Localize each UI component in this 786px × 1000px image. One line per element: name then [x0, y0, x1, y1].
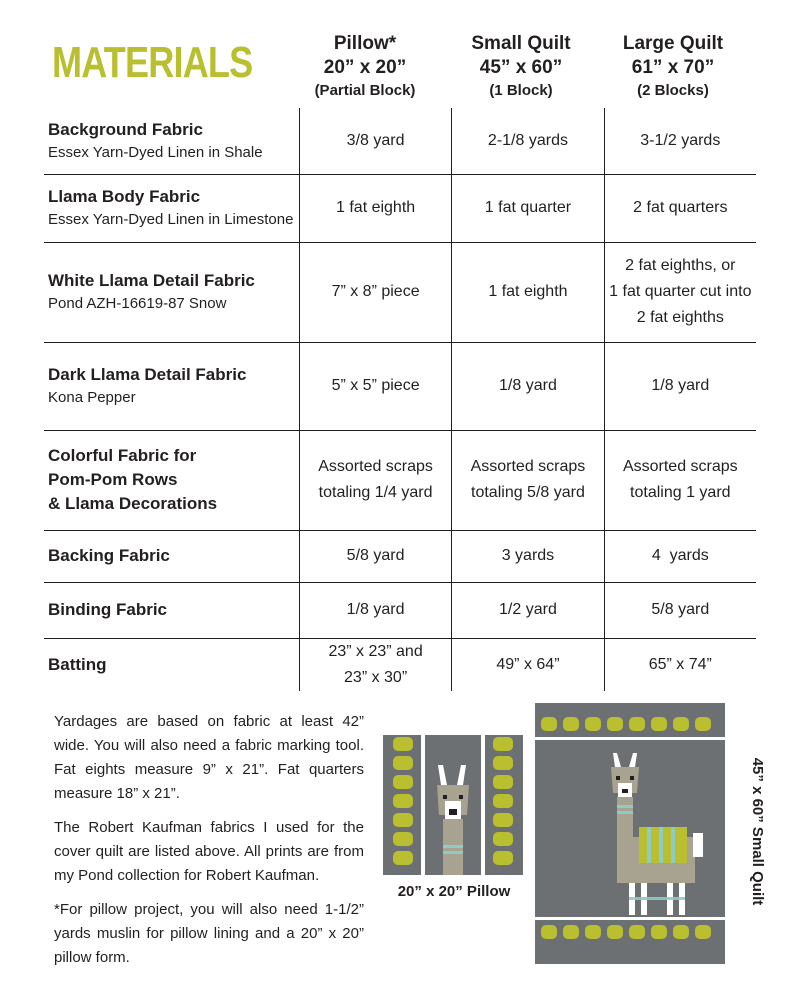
small-quilt-image [535, 703, 725, 964]
pillow-amount: 23” x 23” and 23” x 30” [299, 638, 451, 691]
column-name: Large Quilt [622, 33, 724, 54]
fabric-cell [44, 430, 299, 530]
column-header-small-quilt [446, 32, 596, 102]
column-blocks: (1 Block) [489, 82, 553, 99]
table-row [44, 242, 756, 342]
column-header-large-quilt [598, 32, 748, 102]
table-row [44, 638, 756, 691]
pillow-caption: 20” x 20” Pillow [397, 883, 511, 900]
table-row [44, 530, 756, 582]
fabric-cell [44, 242, 299, 342]
fabric-name: Dark Llama Detail Fabric [48, 365, 247, 384]
small-quilt-amount: 2-1/8 yards [452, 108, 604, 174]
column-size: 61” x 70” [631, 57, 715, 78]
small-quilt-amount: 1/2 yard [452, 582, 604, 638]
pillow-amount: 3/8 yard [299, 108, 451, 174]
fabric-description: Essex Yarn-Dyed Linen in Limestone [48, 211, 294, 228]
table-row [44, 108, 756, 174]
note-paragraph: The Robert Kaufman fabrics I used for the cover quilt are listed above. All prints are from my Pond collection for Robert Kaufman. [54, 819, 364, 884]
table-row [44, 430, 756, 530]
materials-table [44, 108, 756, 691]
table-row [44, 342, 756, 430]
small-quilt-caption: 45” x 60” Small Quilt [749, 757, 766, 906]
fabric-cell [44, 108, 299, 174]
small-quilt-llama-illustration [535, 703, 725, 964]
fabric-description: Kona Pepper [48, 389, 136, 406]
small-quilt-caption-container [740, 705, 764, 960]
fabric-name: Batting [48, 654, 107, 674]
small-quilt-amount: 49” x 64” [452, 638, 604, 691]
small-quilt-amount: 3 yards [452, 530, 604, 582]
small-quilt-amount: 1 fat quarter [452, 174, 604, 242]
pillow-image [383, 735, 523, 875]
fabric-description: Essex Yarn-Dyed Linen in Shale [48, 143, 263, 161]
fabric-name: White Llama Detail Fabric [48, 271, 255, 290]
large-quilt-amount: 3-1/2 yards [604, 108, 756, 174]
column-name: Pillow* [333, 33, 397, 54]
pillow-amount: Assorted scraps totaling 1/4 yard [299, 430, 451, 530]
small-quilt-amount: Assorted scraps totaling 5/8 yard [452, 430, 604, 530]
notes [54, 710, 364, 980]
table-row [44, 174, 756, 242]
fabric-name: Binding Fabric [48, 600, 167, 619]
large-quilt-amount: 2 fat quarters [604, 174, 756, 242]
column-size: 45” x 60” [479, 57, 563, 78]
fabric-name: Background Fabric [48, 119, 203, 139]
pillow-llama-illustration [383, 735, 523, 875]
pillow-amount: 1 fat eighth [299, 174, 451, 242]
large-quilt-amount: 4 yards [604, 530, 756, 582]
column-size: 20” x 20” [323, 57, 407, 78]
fabric-cell [44, 342, 299, 430]
column-name: Small Quilt [471, 33, 571, 54]
large-quilt-amount: 5/8 yard [604, 582, 756, 638]
pillow-amount: 7” x 8” piece [299, 242, 451, 342]
large-quilt-amount: Assorted scraps totaling 1 yard [604, 430, 756, 530]
column-blocks: (Partial Block) [314, 82, 416, 99]
fabric-cell [44, 174, 299, 242]
fabric-name: Backing Fabric [48, 546, 170, 565]
pillow-amount: 5/8 yard [299, 530, 451, 582]
table-row [44, 582, 756, 638]
small-quilt-amount: 1 fat eighth [452, 242, 604, 342]
fabric-name: Llama Body Fabric [48, 187, 201, 206]
fabric-description: Pond AZH-16619-87 Snow [48, 295, 227, 312]
fabric-cell [44, 638, 299, 691]
large-quilt-amount: 1/8 yard [604, 342, 756, 430]
pillow-amount: 5” x 5” piece [299, 342, 451, 430]
page-title: MATERIALS [52, 38, 253, 87]
small-quilt-amount: 1/8 yard [452, 342, 604, 430]
note-paragraph: Yardages are based on fabric at least 42” wide. You will also need a fabric marking tool. Fat eights measure 9” x 21”. Fat quarters measure 18” x 21”. [54, 713, 364, 802]
large-quilt-amount: 65” x 74” [604, 638, 756, 691]
column-header-pillow [290, 32, 440, 102]
column-blocks: (2 Blocks) [637, 82, 709, 99]
large-quilt-amount: 2 fat eighths, or 1 fat quarter cut into 2 fat eighths [604, 242, 756, 342]
pillow-amount: 1/8 yard [299, 582, 451, 638]
fabric-name: Colorful Fabric for Pom-Pom Rows & Llama Decorations [48, 446, 218, 513]
fabric-cell [44, 582, 299, 638]
fabric-cell [44, 530, 299, 582]
note-paragraph: *For pillow project, you will also need 1-1/2” yards muslin for pillow lining and a 20” x 20” pillow form. [54, 901, 364, 966]
